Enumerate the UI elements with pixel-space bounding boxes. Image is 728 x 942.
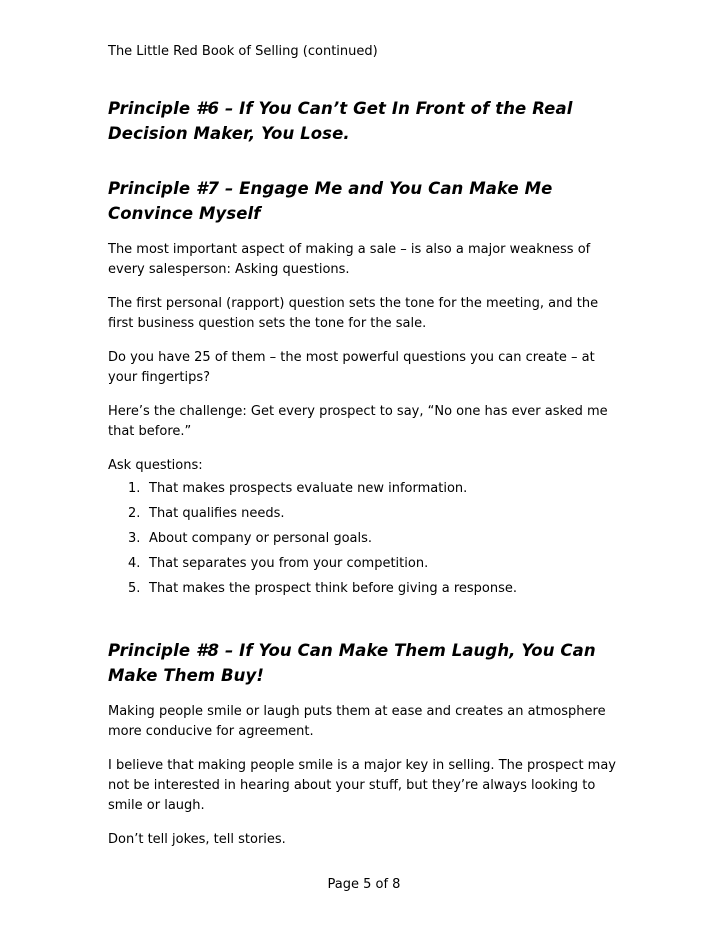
principle-7-paragraph-3: Do you have 25 of them – the most powerful questions you can create – at your fingertips? xyxy=(108,350,595,385)
principle-7-paragraph-2: The first personal (rapport) question sets the tone for the meeting, and the first business question sets the tone for the sale. xyxy=(108,296,599,331)
page-content xyxy=(108,96,622,850)
principle-6-heading: Principle #6 – If You Can’t Get In Front of the Real Decision Maker, You Lose. xyxy=(108,99,573,143)
list-item xyxy=(108,479,622,504)
principle-7-paragraph-1: The most important aspect of making a sale – is also a major weakness of every salesperson: Asking questions. xyxy=(108,242,591,277)
list-item xyxy=(108,504,622,529)
list-item-number: 4. xyxy=(128,556,141,571)
page-number-footer: Page 5 of 8 xyxy=(327,877,401,892)
list-item-text: That makes prospects evaluate new information. xyxy=(149,481,468,496)
list-item-number: 5. xyxy=(128,581,141,596)
principle-7-heading: Principle #7 – Engage Me and You Can Make Me Convince Myself xyxy=(108,179,553,223)
ask-questions-label: Ask questions: xyxy=(108,458,203,473)
principle-8-paragraph-2: I believe that making people smile is a major key in selling. The prospect may not be interested in hearing about your stuff, but they’re always looking to smile or laugh. xyxy=(108,758,616,813)
list-item-text: That qualifies needs. xyxy=(149,506,285,521)
list-item-text: That makes the prospect think before giving a response. xyxy=(149,581,517,596)
principle-8-heading: Principle #8 – If You Can Make Them Laugh, You Can Make Them Buy! xyxy=(108,641,596,685)
list-item-text: About company or personal goals. xyxy=(149,531,373,546)
list-item-number: 2. xyxy=(128,506,141,521)
list-item-text: That separates you from your competition. xyxy=(149,556,429,571)
principle-8-paragraph-3: Don’t tell jokes, tell stories. xyxy=(108,832,286,847)
list-item xyxy=(108,579,622,604)
list-item-number: 3. xyxy=(128,531,141,546)
list-item xyxy=(108,529,622,554)
principle-8-paragraph-1: Making people smile or laugh puts them at ease and creates an atmosphere more conducive for agreement. xyxy=(108,704,606,739)
running-header: The Little Red Book of Selling (continued) xyxy=(108,44,378,59)
list-item-number: 1. xyxy=(128,481,141,496)
questions-list xyxy=(108,479,622,604)
principle-7-paragraph-4: Here’s the challenge: Get every prospect to say, “No one has ever asked me that before.” xyxy=(108,404,608,439)
list-item xyxy=(108,554,622,579)
